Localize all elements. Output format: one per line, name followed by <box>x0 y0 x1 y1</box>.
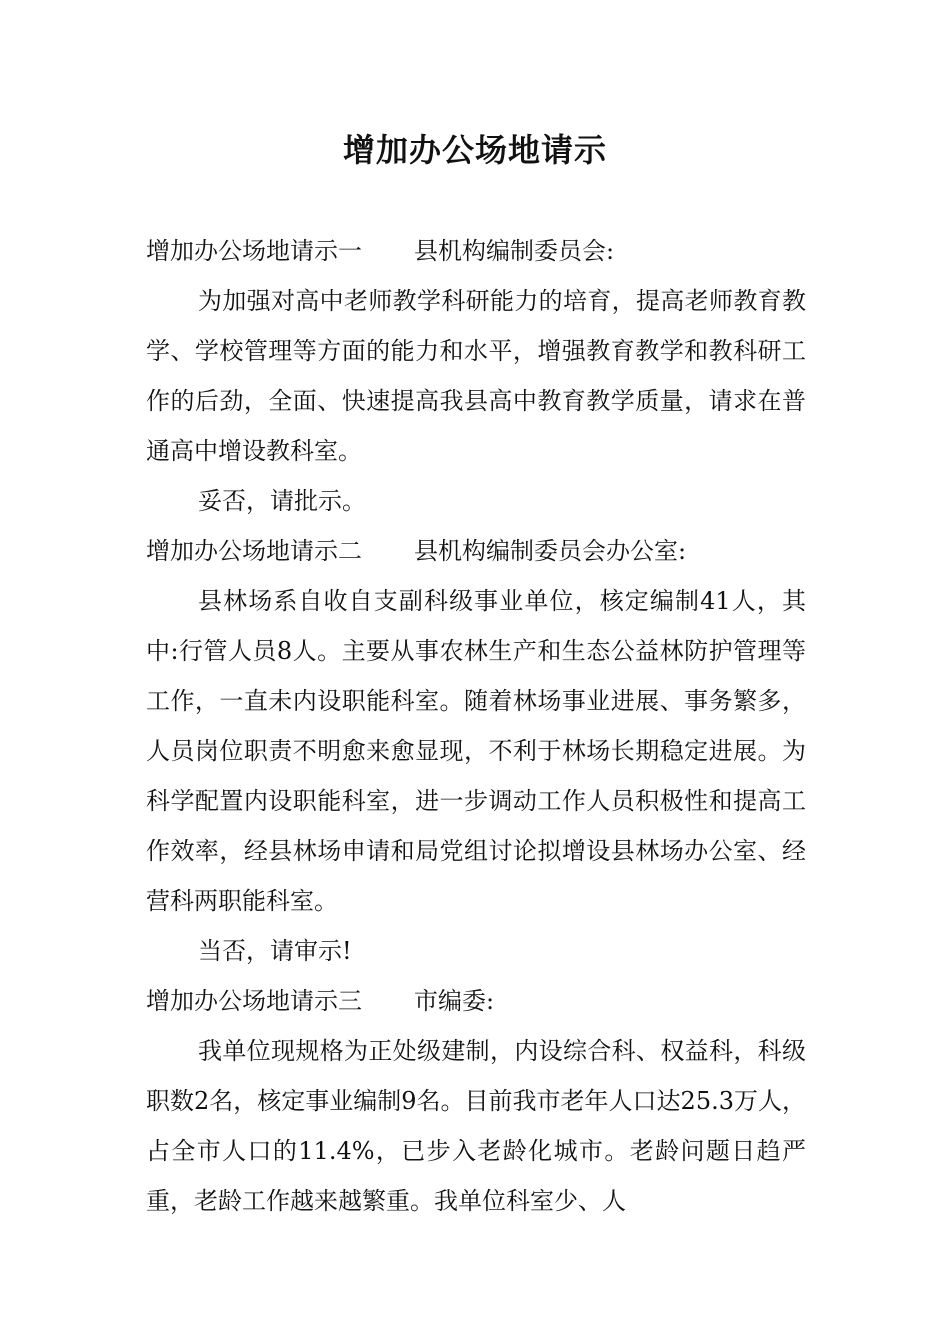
section-heading-3 <box>146 976 806 1026</box>
section-closing: 当否，请审示! <box>198 937 352 965</box>
section-title: 增加办公场地请示二 <box>146 537 362 565</box>
section-heading-2 <box>146 526 806 576</box>
section-heading-1 <box>146 226 806 276</box>
section-paragraph: 我单位现规格为正处级建制，内设综合科、权益科，科级职数2名，核定事业编制9名。目前我市老年人口达25.3万人，占全市人口的11.4%，已步入老龄化城市。老龄问题日趋严重，老龄工作越来越繁重。我单位科室少、人 <box>146 1037 806 1215</box>
section-title: 增加办公场地请示一 <box>146 237 362 265</box>
document-title: 增加办公场地请示 <box>342 131 607 169</box>
section-closing: 妥否，请批示。 <box>198 487 366 515</box>
section-addressee: 县机构编制委员会办公室: <box>414 537 687 565</box>
section-title: 增加办公场地请示三 <box>146 987 362 1015</box>
section-paragraph: 为加强对高中老师教学科研能力的培育，提高老师教育教学、学校管理等方面的能力和水平，增强教育教学和教科研工作的后劲，全面、快速提高我县高中教育教学质量，请求在普通高中增设教科室。 <box>146 287 806 465</box>
document-body <box>146 226 806 1226</box>
section-addressee: 市编委: <box>414 987 495 1015</box>
section-paragraph: 县林场系自收自支副科级事业单位，核定编制41人，其中:行管人员8人。主要从事农林生产和生态公益林防护管理等工作，一直未内设职能科室。随着林场事业进展、事务繁多，人员岗位职责不明愈来愈显现，不利于林场长期稳定进展。为科学配置内设职能科室，进一步调动工作人员积极性和提高工作效率，经县林场申请和局党组讨论拟增设县林场办公室、经营科两职能科室。 <box>146 587 806 915</box>
section-addressee: 县机构编制委员会: <box>414 237 615 265</box>
